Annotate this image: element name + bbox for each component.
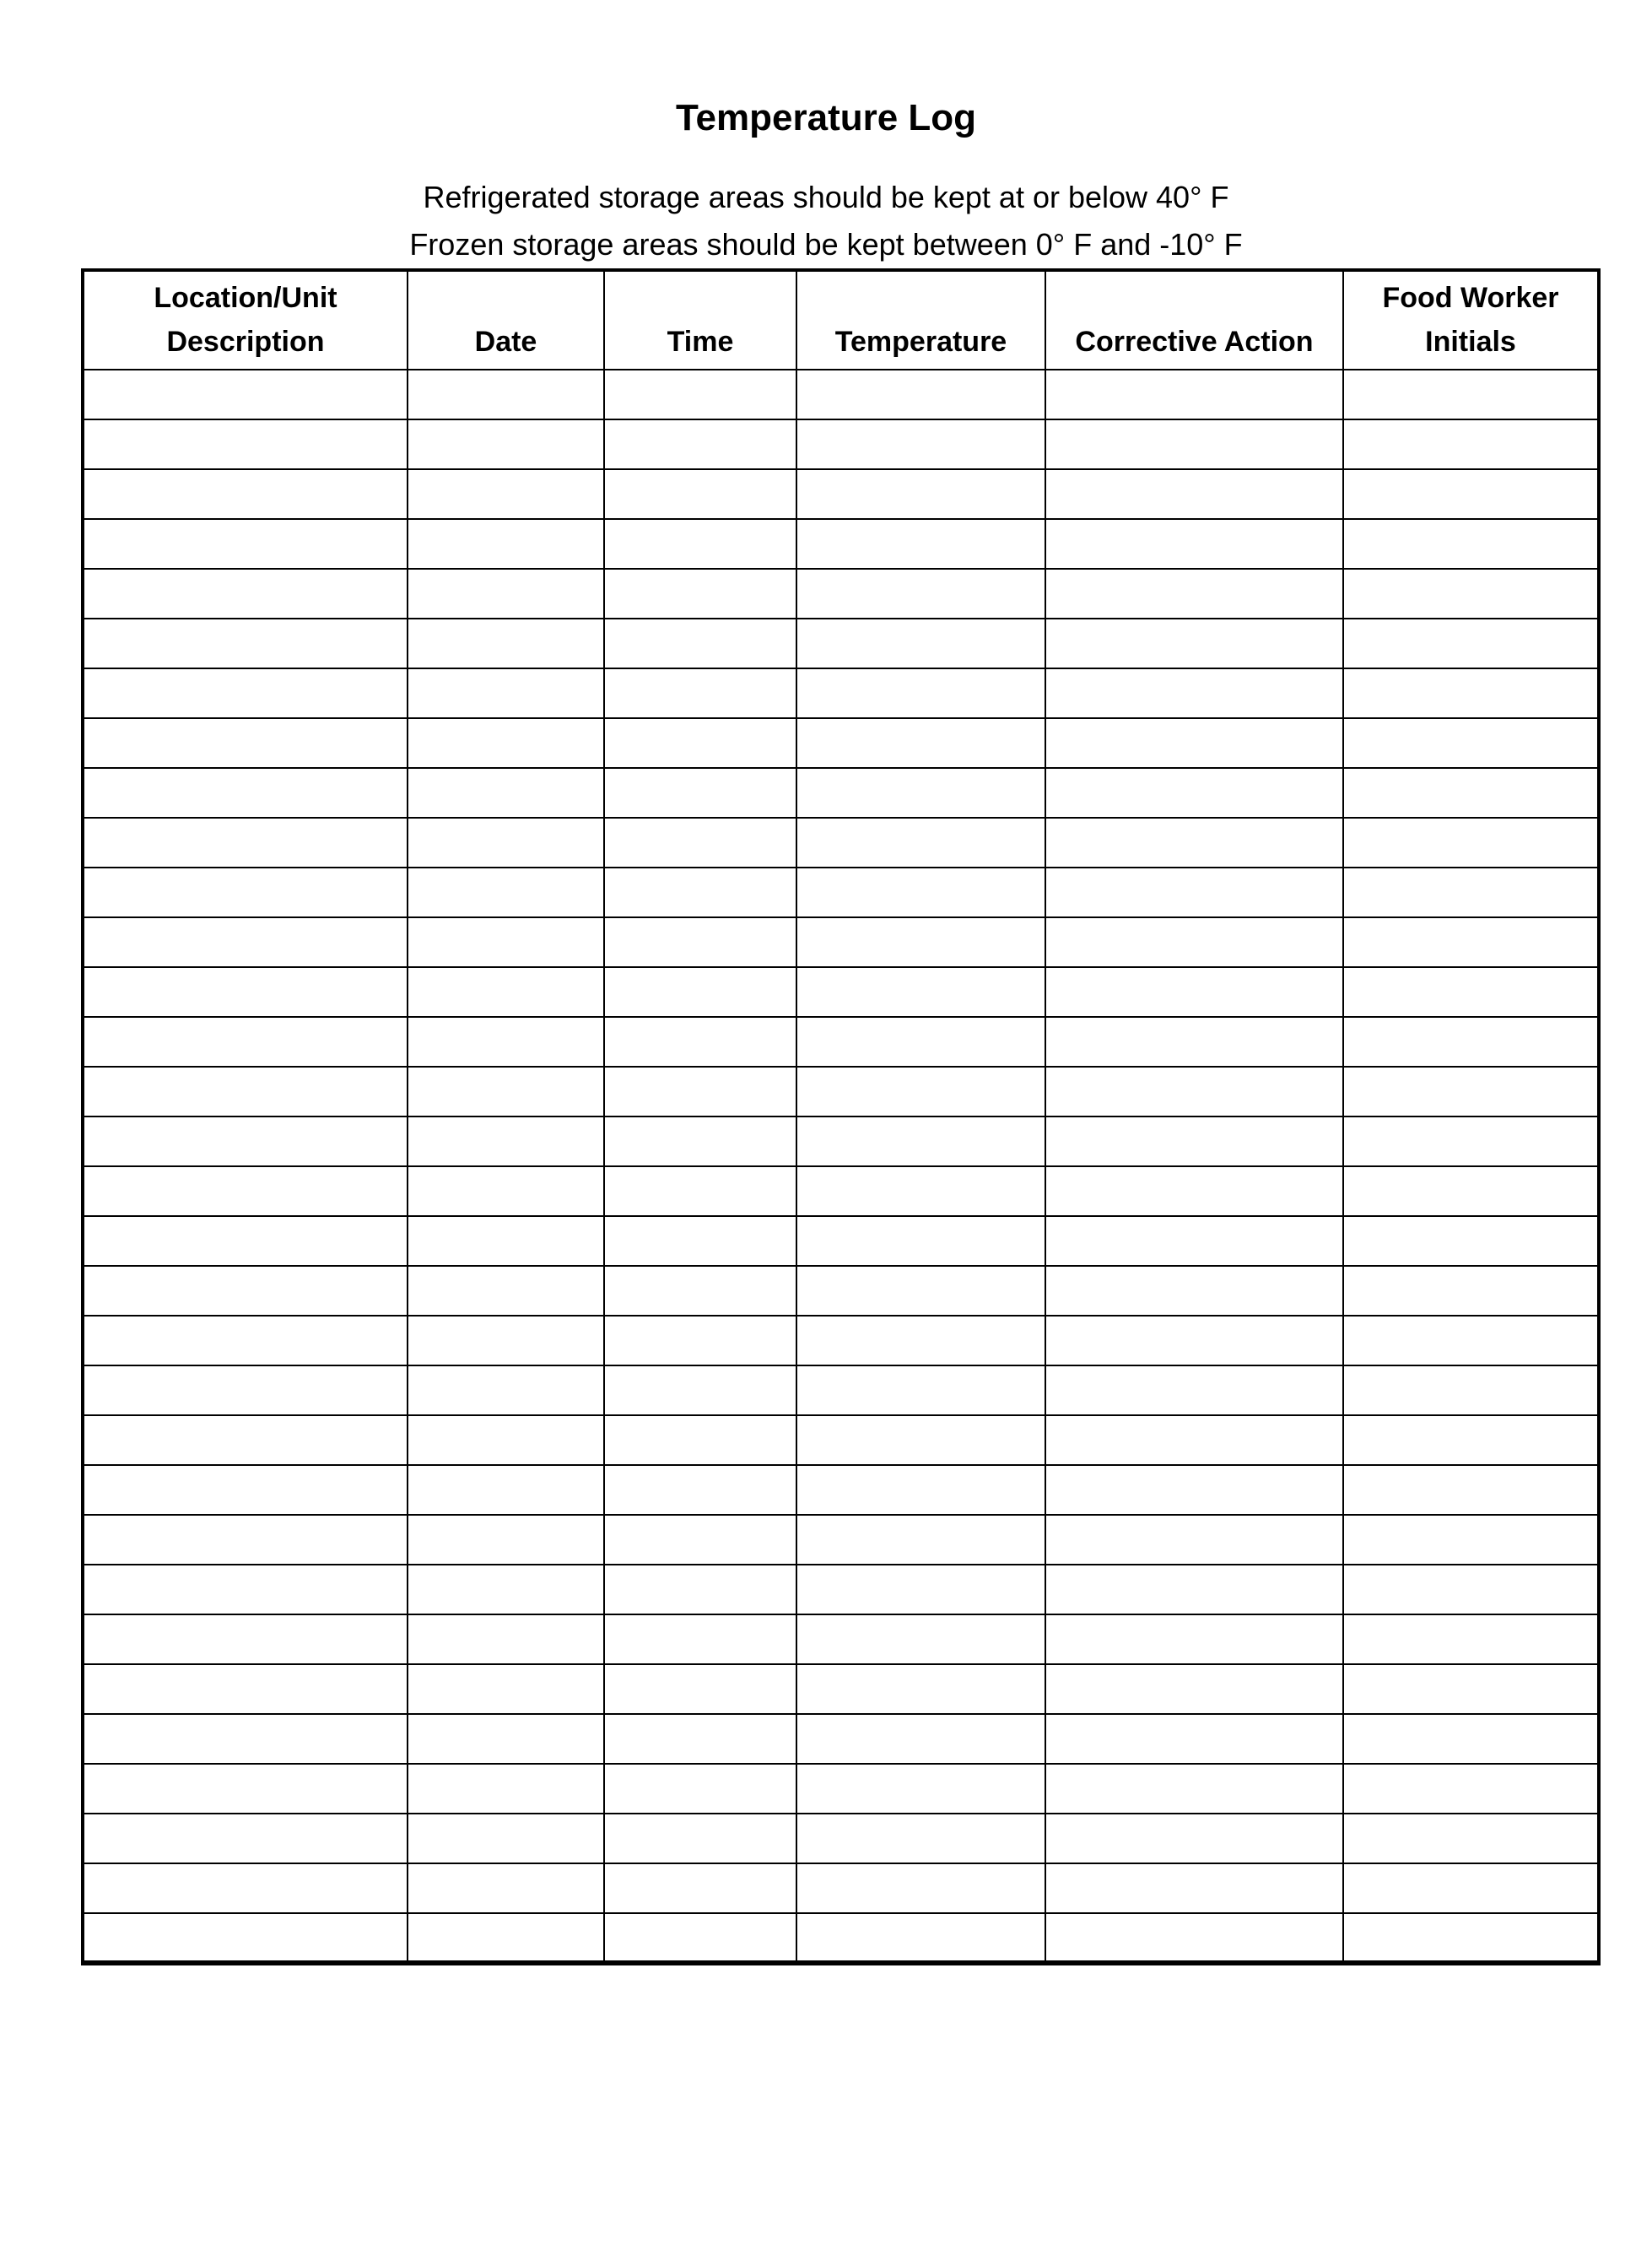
empty-cell-time xyxy=(604,868,796,917)
empty-cell-date xyxy=(408,1714,604,1764)
table-row xyxy=(83,1465,1599,1515)
empty-cell-food-worker-initials xyxy=(1343,1614,1599,1664)
empty-cell-date xyxy=(408,868,604,917)
empty-cell-date xyxy=(408,1266,604,1316)
temperature-log-table xyxy=(81,268,1601,1965)
table-row xyxy=(83,569,1599,619)
empty-cell-food-worker-initials xyxy=(1343,1515,1599,1565)
table-row xyxy=(83,1216,1599,1266)
empty-cell-time xyxy=(604,1116,796,1166)
document-page xyxy=(0,97,1652,1965)
empty-cell-corrective-action xyxy=(1045,967,1343,1017)
table-row xyxy=(83,1515,1599,1565)
empty-cell-temperature xyxy=(796,569,1045,619)
empty-cell-date xyxy=(408,1863,604,1913)
empty-cell-food-worker-initials xyxy=(1343,1565,1599,1614)
empty-cell-location-unit-description xyxy=(83,1565,408,1614)
empty-cell-date xyxy=(408,768,604,818)
table-row xyxy=(83,1067,1599,1116)
empty-cell-date xyxy=(408,1764,604,1814)
empty-cell-time xyxy=(604,1415,796,1465)
empty-cell-food-worker-initials xyxy=(1343,1764,1599,1814)
empty-cell-time xyxy=(604,718,796,768)
table-row xyxy=(83,1664,1599,1714)
header-label-line: Description xyxy=(166,326,325,358)
table-row xyxy=(83,619,1599,668)
empty-cell-food-worker-initials xyxy=(1343,768,1599,818)
empty-cell-location-unit-description xyxy=(83,469,408,519)
empty-cell-corrective-action xyxy=(1045,1365,1343,1415)
empty-cell-location-unit-description xyxy=(83,1714,408,1764)
header-label-line: Temperature xyxy=(834,326,1007,358)
empty-cell-food-worker-initials xyxy=(1343,619,1599,668)
table-row xyxy=(83,519,1599,569)
empty-cell-date xyxy=(408,1664,604,1714)
header-label-line: Food Worker xyxy=(1382,282,1559,314)
empty-cell-food-worker-initials xyxy=(1343,1415,1599,1465)
empty-cell-food-worker-initials xyxy=(1343,519,1599,569)
table-row xyxy=(83,1863,1599,1913)
table-row xyxy=(83,818,1599,868)
table-row xyxy=(83,1714,1599,1764)
empty-cell-location-unit-description xyxy=(83,1017,408,1067)
empty-cell-location-unit-description xyxy=(83,619,408,668)
empty-cell-corrective-action xyxy=(1045,1565,1343,1614)
empty-cell-food-worker-initials xyxy=(1343,1913,1599,1963)
empty-cell-time xyxy=(604,668,796,718)
empty-cell-time xyxy=(604,1465,796,1515)
table-row xyxy=(83,967,1599,1017)
empty-cell-time xyxy=(604,768,796,818)
empty-cell-corrective-action xyxy=(1045,1216,1343,1266)
table-row xyxy=(83,1814,1599,1863)
empty-cell-location-unit-description xyxy=(83,1664,408,1714)
empty-cell-location-unit-description xyxy=(83,1365,408,1415)
empty-cell-temperature xyxy=(796,1515,1045,1565)
empty-cell-temperature xyxy=(796,1116,1045,1166)
empty-cell-corrective-action xyxy=(1045,1166,1343,1216)
empty-cell-time xyxy=(604,1764,796,1814)
empty-cell-location-unit-description xyxy=(83,1266,408,1316)
empty-cell-time xyxy=(604,469,796,519)
empty-cell-date xyxy=(408,469,604,519)
empty-cell-location-unit-description xyxy=(83,1913,408,1963)
empty-cell-temperature xyxy=(796,1764,1045,1814)
empty-cell-temperature xyxy=(796,818,1045,868)
header-label-line: Date xyxy=(474,326,537,358)
empty-cell-time xyxy=(604,1365,796,1415)
empty-cell-corrective-action xyxy=(1045,370,1343,419)
empty-cell-location-unit-description xyxy=(83,818,408,868)
empty-cell-temperature xyxy=(796,967,1045,1017)
empty-cell-food-worker-initials xyxy=(1343,967,1599,1017)
empty-cell-corrective-action xyxy=(1045,718,1343,768)
header-food-worker-initials xyxy=(1343,270,1599,370)
empty-cell-food-worker-initials xyxy=(1343,1166,1599,1216)
header-temperature xyxy=(796,270,1045,370)
empty-cell-location-unit-description xyxy=(83,1166,408,1216)
empty-cell-temperature xyxy=(796,1913,1045,1963)
empty-cell-food-worker-initials xyxy=(1343,668,1599,718)
empty-cell-temperature xyxy=(796,1664,1045,1714)
empty-cell-food-worker-initials xyxy=(1343,1814,1599,1863)
empty-cell-date xyxy=(408,1017,604,1067)
empty-cell-location-unit-description xyxy=(83,1415,408,1465)
empty-cell-temperature xyxy=(796,1863,1045,1913)
empty-cell-time xyxy=(604,1216,796,1266)
empty-cell-corrective-action xyxy=(1045,818,1343,868)
empty-cell-time xyxy=(604,1614,796,1664)
empty-cell-temperature xyxy=(796,370,1045,419)
empty-cell-food-worker-initials xyxy=(1343,569,1599,619)
empty-cell-corrective-action xyxy=(1045,1415,1343,1465)
empty-cell-location-unit-description xyxy=(83,419,408,469)
empty-cell-time xyxy=(604,1664,796,1714)
empty-cell-date xyxy=(408,1316,604,1365)
empty-cell-time xyxy=(604,1316,796,1365)
empty-cell-food-worker-initials xyxy=(1343,1465,1599,1515)
header-location-unit-description xyxy=(83,270,408,370)
table-row xyxy=(83,1166,1599,1216)
empty-cell-food-worker-initials xyxy=(1343,1863,1599,1913)
empty-cell-food-worker-initials xyxy=(1343,1017,1599,1067)
empty-cell-temperature xyxy=(796,1017,1045,1067)
empty-cell-location-unit-description xyxy=(83,1216,408,1266)
empty-cell-date xyxy=(408,1465,604,1515)
empty-cell-temperature xyxy=(796,718,1045,768)
empty-cell-temperature xyxy=(796,868,1045,917)
empty-cell-corrective-action xyxy=(1045,1316,1343,1365)
table-row xyxy=(83,1316,1599,1365)
table-row xyxy=(83,1116,1599,1166)
empty-cell-time xyxy=(604,1266,796,1316)
log-table-body xyxy=(83,370,1599,1963)
empty-cell-corrective-action xyxy=(1045,1116,1343,1166)
empty-cell-time xyxy=(604,1017,796,1067)
empty-cell-time xyxy=(604,1067,796,1116)
empty-cell-temperature xyxy=(796,1266,1045,1316)
empty-cell-date xyxy=(408,1116,604,1166)
empty-cell-date xyxy=(408,1216,604,1266)
empty-cell-food-worker-initials xyxy=(1343,1216,1599,1266)
empty-cell-corrective-action xyxy=(1045,569,1343,619)
empty-cell-time xyxy=(604,419,796,469)
empty-cell-date xyxy=(408,818,604,868)
empty-cell-time xyxy=(604,1565,796,1614)
empty-cell-time xyxy=(604,1714,796,1764)
header-label-line: Initials xyxy=(1425,326,1516,358)
empty-cell-temperature xyxy=(796,469,1045,519)
header-time xyxy=(604,270,796,370)
empty-cell-corrective-action xyxy=(1045,1067,1343,1116)
table-row xyxy=(83,668,1599,718)
empty-cell-temperature xyxy=(796,1565,1045,1614)
empty-cell-date xyxy=(408,668,604,718)
empty-cell-corrective-action xyxy=(1045,868,1343,917)
empty-cell-temperature xyxy=(796,1216,1045,1266)
empty-cell-time xyxy=(604,818,796,868)
empty-cell-corrective-action xyxy=(1045,1814,1343,1863)
empty-cell-corrective-action xyxy=(1045,768,1343,818)
empty-cell-date xyxy=(408,370,604,419)
empty-cell-corrective-action xyxy=(1045,1714,1343,1764)
table-row xyxy=(83,1565,1599,1614)
empty-cell-temperature xyxy=(796,1365,1045,1415)
empty-cell-date xyxy=(408,619,604,668)
empty-cell-location-unit-description xyxy=(83,718,408,768)
empty-cell-food-worker-initials xyxy=(1343,1266,1599,1316)
empty-cell-location-unit-description xyxy=(83,370,408,419)
empty-cell-food-worker-initials xyxy=(1343,469,1599,519)
empty-cell-date xyxy=(408,1166,604,1216)
empty-cell-date xyxy=(408,1565,604,1614)
table-row xyxy=(83,419,1599,469)
empty-cell-food-worker-initials xyxy=(1343,718,1599,768)
empty-cell-temperature xyxy=(796,1465,1045,1515)
empty-cell-corrective-action xyxy=(1045,1614,1343,1664)
empty-cell-date xyxy=(408,419,604,469)
empty-cell-corrective-action xyxy=(1045,1863,1343,1913)
empty-cell-time xyxy=(604,1515,796,1565)
empty-cell-time xyxy=(604,569,796,619)
empty-cell-time xyxy=(604,1814,796,1863)
empty-cell-corrective-action xyxy=(1045,1266,1343,1316)
empty-cell-food-worker-initials xyxy=(1343,1316,1599,1365)
empty-cell-date xyxy=(408,569,604,619)
table-row xyxy=(83,1913,1599,1963)
table-row xyxy=(83,1415,1599,1465)
empty-cell-corrective-action xyxy=(1045,1913,1343,1963)
empty-cell-location-unit-description xyxy=(83,967,408,1017)
empty-cell-location-unit-description xyxy=(83,1316,408,1365)
empty-cell-time xyxy=(604,370,796,419)
empty-cell-date xyxy=(408,1515,604,1565)
table-row xyxy=(83,718,1599,768)
empty-cell-date xyxy=(408,519,604,569)
page-title: Temperature Log xyxy=(675,97,977,138)
empty-cell-corrective-action xyxy=(1045,1465,1343,1515)
table-row xyxy=(83,768,1599,818)
header-label-line: Corrective Action xyxy=(1075,326,1314,358)
table-row xyxy=(83,1266,1599,1316)
empty-cell-time xyxy=(604,1863,796,1913)
empty-cell-food-worker-initials xyxy=(1343,917,1599,967)
empty-cell-food-worker-initials xyxy=(1343,1664,1599,1714)
empty-cell-time xyxy=(604,1913,796,1963)
empty-cell-date xyxy=(408,1067,604,1116)
empty-cell-food-worker-initials xyxy=(1343,1067,1599,1116)
subtitle-line-1: Refrigerated storage areas should be kept at or below 40° F xyxy=(423,180,1229,214)
empty-cell-location-unit-description xyxy=(83,668,408,718)
empty-cell-time xyxy=(604,967,796,1017)
empty-cell-date xyxy=(408,1614,604,1664)
empty-cell-temperature xyxy=(796,1814,1045,1863)
table-row xyxy=(83,1764,1599,1814)
empty-cell-corrective-action xyxy=(1045,1664,1343,1714)
empty-cell-food-worker-initials xyxy=(1343,370,1599,419)
table-row xyxy=(83,370,1599,419)
empty-cell-food-worker-initials xyxy=(1343,868,1599,917)
empty-cell-corrective-action xyxy=(1045,1017,1343,1067)
header-date xyxy=(408,270,604,370)
empty-cell-location-unit-description xyxy=(83,1515,408,1565)
empty-cell-location-unit-description xyxy=(83,1614,408,1664)
table-row xyxy=(83,1017,1599,1067)
empty-cell-location-unit-description xyxy=(83,917,408,967)
subtitle-line-2: Frozen storage areas should be kept between 0° F and -10° F xyxy=(409,227,1243,262)
empty-cell-location-unit-description xyxy=(83,569,408,619)
empty-cell-corrective-action xyxy=(1045,619,1343,668)
empty-cell-time xyxy=(604,519,796,569)
table-row xyxy=(83,917,1599,967)
empty-cell-temperature xyxy=(796,419,1045,469)
header-label-line: Location/Unit xyxy=(154,282,337,314)
empty-cell-temperature xyxy=(796,768,1045,818)
empty-cell-time xyxy=(604,619,796,668)
table-row xyxy=(83,1614,1599,1664)
empty-cell-food-worker-initials xyxy=(1343,1365,1599,1415)
header-label-line: Time xyxy=(667,326,734,358)
empty-cell-location-unit-description xyxy=(83,1814,408,1863)
subtitle xyxy=(0,174,1652,268)
empty-cell-food-worker-initials xyxy=(1343,818,1599,868)
empty-cell-location-unit-description xyxy=(83,1863,408,1913)
empty-cell-corrective-action xyxy=(1045,469,1343,519)
empty-cell-date xyxy=(408,1365,604,1415)
empty-cell-corrective-action xyxy=(1045,668,1343,718)
empty-cell-corrective-action xyxy=(1045,519,1343,569)
empty-cell-temperature xyxy=(796,1316,1045,1365)
table-row xyxy=(83,1365,1599,1415)
table-row xyxy=(83,868,1599,917)
empty-cell-location-unit-description xyxy=(83,1067,408,1116)
empty-cell-date xyxy=(408,1913,604,1963)
empty-cell-location-unit-description xyxy=(83,868,408,917)
empty-cell-location-unit-description xyxy=(83,768,408,818)
empty-cell-food-worker-initials xyxy=(1343,1116,1599,1166)
empty-cell-temperature xyxy=(796,1166,1045,1216)
empty-cell-corrective-action xyxy=(1045,1764,1343,1814)
empty-cell-temperature xyxy=(796,1415,1045,1465)
empty-cell-temperature xyxy=(796,1067,1045,1116)
empty-cell-time xyxy=(604,917,796,967)
empty-cell-location-unit-description xyxy=(83,1116,408,1166)
empty-cell-location-unit-description xyxy=(83,1465,408,1515)
empty-cell-food-worker-initials xyxy=(1343,1714,1599,1764)
empty-cell-temperature xyxy=(796,917,1045,967)
empty-cell-food-worker-initials xyxy=(1343,419,1599,469)
empty-cell-corrective-action xyxy=(1045,1515,1343,1565)
table-row xyxy=(83,469,1599,519)
empty-cell-location-unit-description xyxy=(83,1764,408,1814)
empty-cell-date xyxy=(408,1814,604,1863)
empty-cell-date xyxy=(408,967,604,1017)
header-corrective-action xyxy=(1045,270,1343,370)
empty-cell-temperature xyxy=(796,668,1045,718)
empty-cell-location-unit-description xyxy=(83,519,408,569)
empty-cell-temperature xyxy=(796,519,1045,569)
empty-cell-date xyxy=(408,917,604,967)
empty-cell-date xyxy=(408,1415,604,1465)
empty-cell-temperature xyxy=(796,1614,1045,1664)
empty-cell-temperature xyxy=(796,1714,1045,1764)
empty-cell-corrective-action xyxy=(1045,419,1343,469)
empty-cell-time xyxy=(604,1166,796,1216)
empty-cell-date xyxy=(408,718,604,768)
empty-cell-corrective-action xyxy=(1045,917,1343,967)
empty-cell-temperature xyxy=(796,619,1045,668)
header-row xyxy=(83,270,1599,370)
